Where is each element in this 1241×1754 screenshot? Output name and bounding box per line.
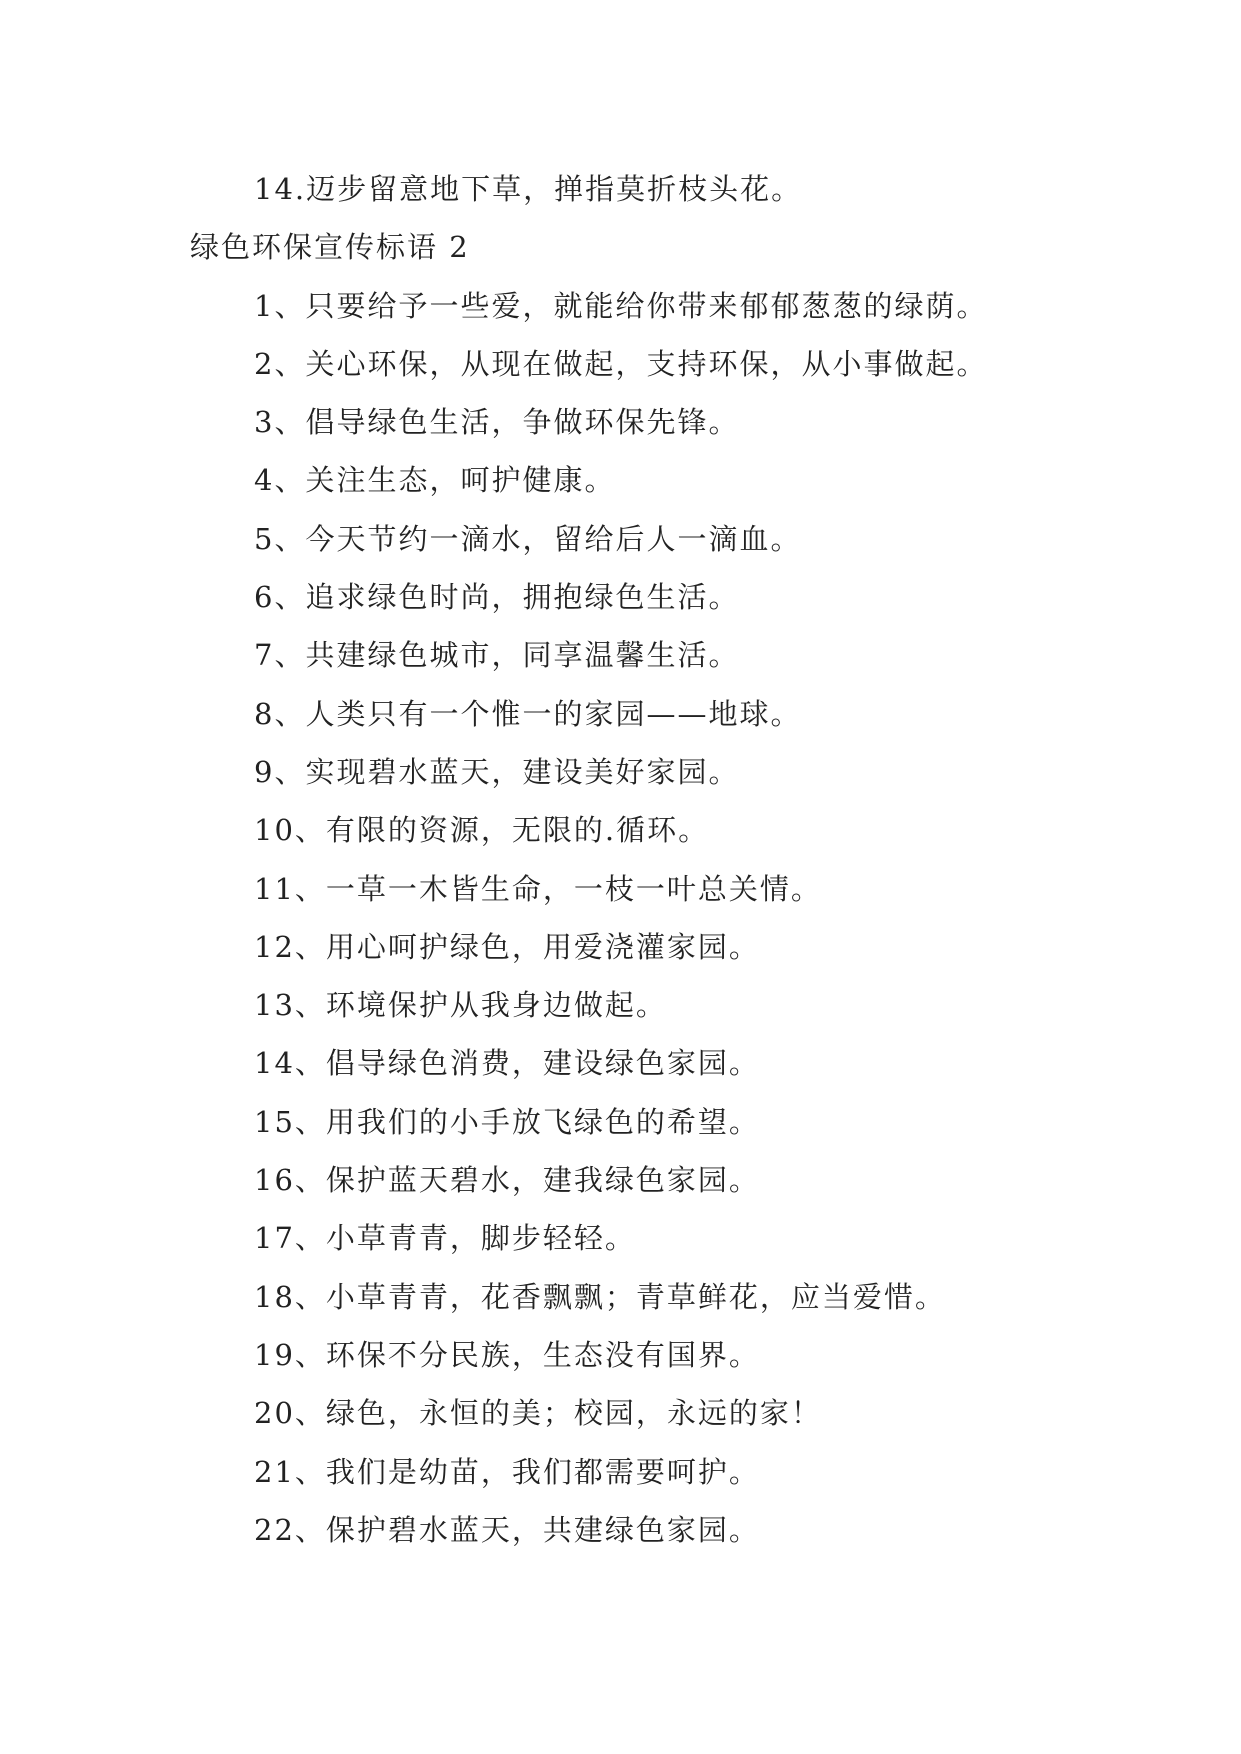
list-item: 5、今天节约一滴水，留给后人一滴血。 [254,521,802,556]
document-body [190,160,1190,1559]
list-item: 12、用心呵护绿色，用爱浇灌家园。 [254,929,760,964]
list-item: 20、绿色，永恒的美；校园，永远的家！ [254,1396,822,1431]
list-item: 1、只要给予一些爱，就能给你带来郁郁葱葱的绿荫。 [254,288,988,323]
list-item: 3、倡导绿色生活，争做环保先锋。 [254,405,740,440]
list-item: 2、关心环保，从现在做起，支持环保，从小事做起。 [254,346,988,381]
list-item: 14、倡导绿色消费，建设绿色家园。 [254,1046,760,1081]
slogan-list [190,277,1190,1560]
list-item: 8、人类只有一个惟一的家园——地球。 [254,696,802,731]
list-item: 19、环保不分民族，生态没有国界。 [254,1337,760,1372]
list-item: 15、用我们的小手放飞绿色的希望。 [254,1104,760,1139]
list-item: 21、我们是幼苗，我们都需要呵护。 [254,1454,760,1489]
list-item: 16、保护蓝天碧水，建我绿色家园。 [254,1163,760,1198]
list-item: 6、追求绿色时尚，拥抱绿色生活。 [254,580,740,615]
section-heading: 绿色环保宣传标语 2 [190,230,470,265]
list-item: 4、关注生态，呵护健康。 [254,463,616,498]
intro-line: 14.迈步留意地下草，掸指莫折枝头花。 [254,172,803,206]
list-item: 11、一草一木皆生命，一枝一叶总关情。 [254,871,822,906]
list-item: 22、保护碧水蓝天，共建绿色家园。 [254,1512,760,1547]
list-item: 17、小草青青，脚步轻轻。 [254,1221,636,1256]
list-item: 7、共建绿色城市，同享温馨生活。 [254,638,740,673]
list-item: 13、环境保护从我身边做起。 [254,988,667,1023]
list-item: 9、实现碧水蓝天，建设美好家园。 [254,754,740,789]
list-item: 10、有限的资源，无限的.循环。 [254,813,710,848]
list-item: 18、小草青青，花香飘飘；青草鲜花，应当爱惜。 [254,1279,946,1314]
